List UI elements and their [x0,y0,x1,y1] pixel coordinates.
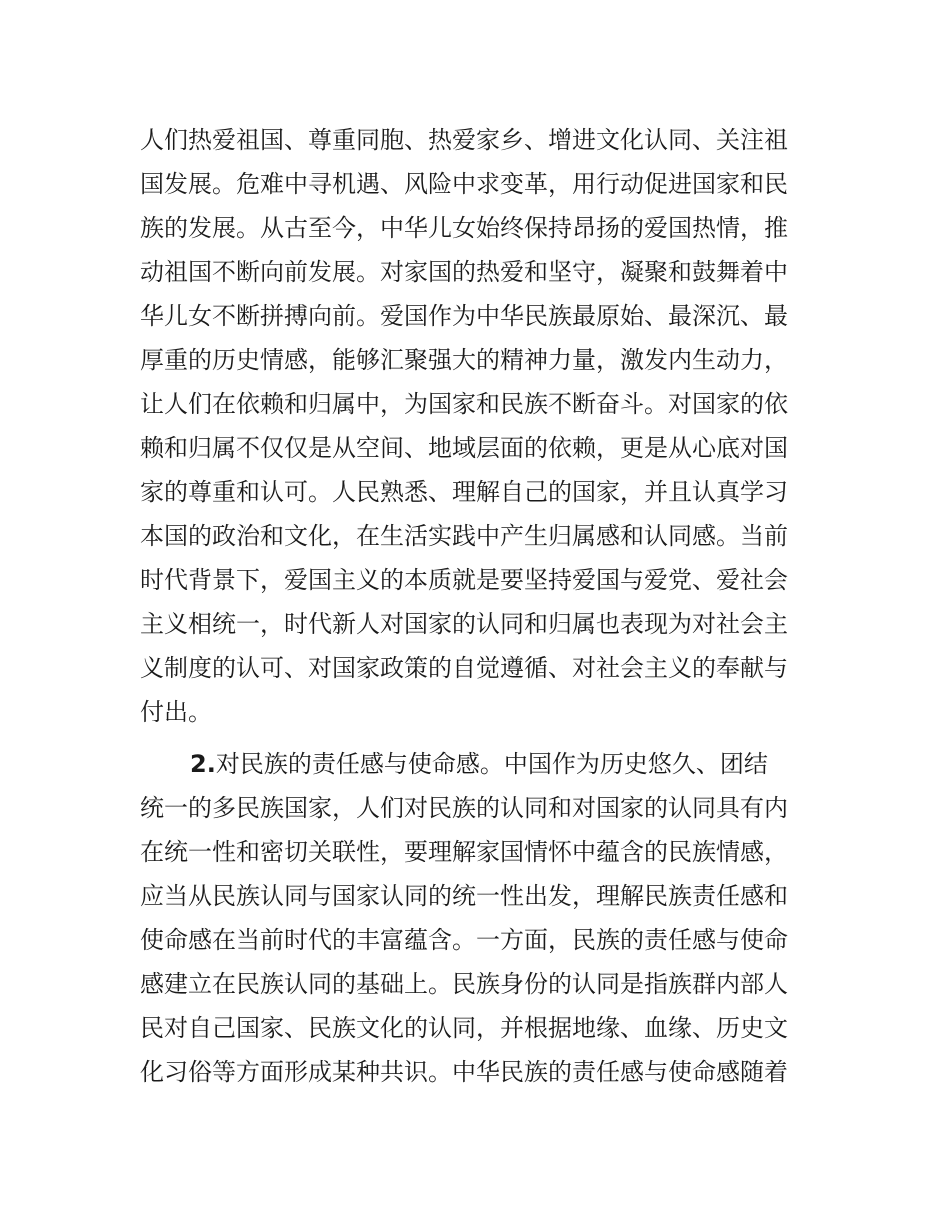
paragraph-2-line-4: 应当从民族认同与国家认同的统一性出发，理解民族责任感和 [140,882,788,910]
paragraph-1-line-8: 赖和归属不仅仅是从空间、地域层面的依赖，更是从心底对国 [140,434,788,462]
paragraph-2-line-1 [190,742,820,786]
paragraph-1-line-10: 本国的政治和文化，在生活实践中产生归属感和认同感。当前 [140,522,788,550]
paragraph-2-line-7: 民对自己国家、民族文化的认同，并根据地缘、血缘、历史文 [140,1014,788,1042]
paragraph-1-line-7: 让人们在依赖和归属中，为国家和民族不断奋斗。对国家的依 [140,390,788,418]
paragraph-2-line-3: 在统一性和密切关联性，要理解家国情怀中蕴含的民族情感， [140,838,788,866]
paragraph-1-line-9: 家的尊重和认可。人民熟悉、理解自己的国家，并且认真学习 [140,478,788,506]
paragraph-1-line-11: 时代背景下，爱国主义的本质就是要坚持爱国与爱党、爱社会 [140,566,788,594]
paragraph-2-number: 2. [190,750,216,778]
paragraph-1-line-14: 付出。 [140,698,212,726]
paragraph-1-line-1: 人们热爱祖国、尊重同胞、热爱家乡、增进文化认同、关注祖 [140,126,788,154]
paragraph-2-line-6: 感建立在民族认同的基础上。民族身份的认同是指族群内部人 [140,970,788,998]
paragraph-2-line-2: 统一的多民族国家，人们对民族的认同和对国家的认同具有内 [140,794,788,822]
paragraph-1-line-12: 主义相统一，时代新人对国家的认同和归属也表现为对社会主 [140,610,788,638]
paragraph-2-line-5: 使命感在当前时代的丰富蕴含。一方面，民族的责任感与使命 [140,926,788,954]
paragraph-2-line-8: 化习俗等方面形成某种共识。中华民族的责任感与使命感随着 [140,1058,788,1086]
paragraph-1-line-2: 国发展。危难中寻机遇、风险中求变革，用行动促进国家和民 [140,170,788,198]
paragraph-1-line-5: 华儿女不断拼搏向前。爱国作为中华民族最原始、最深沉、最 [140,302,788,330]
paragraph-1-line-3: 族的发展。从古至今，中华儿女始终保持昂扬的爱国热情，推 [140,214,788,242]
paragraph-1-line-4: 动祖国不断向前发展。对家国的热爱和坚守，凝聚和鼓舞着中 [140,258,788,286]
paragraph-2-first-line-text: 对民族的责任感与使命感。中国作为历史悠久、团结 [215,750,768,778]
paragraph-1-line-13: 义制度的认可、对国家政策的自觉遵循、对社会主义的奉献与 [140,654,788,682]
paragraph-1-line-6: 厚重的历史情感，能够汇聚强大的精神力量，激发内生动力， [140,346,788,374]
